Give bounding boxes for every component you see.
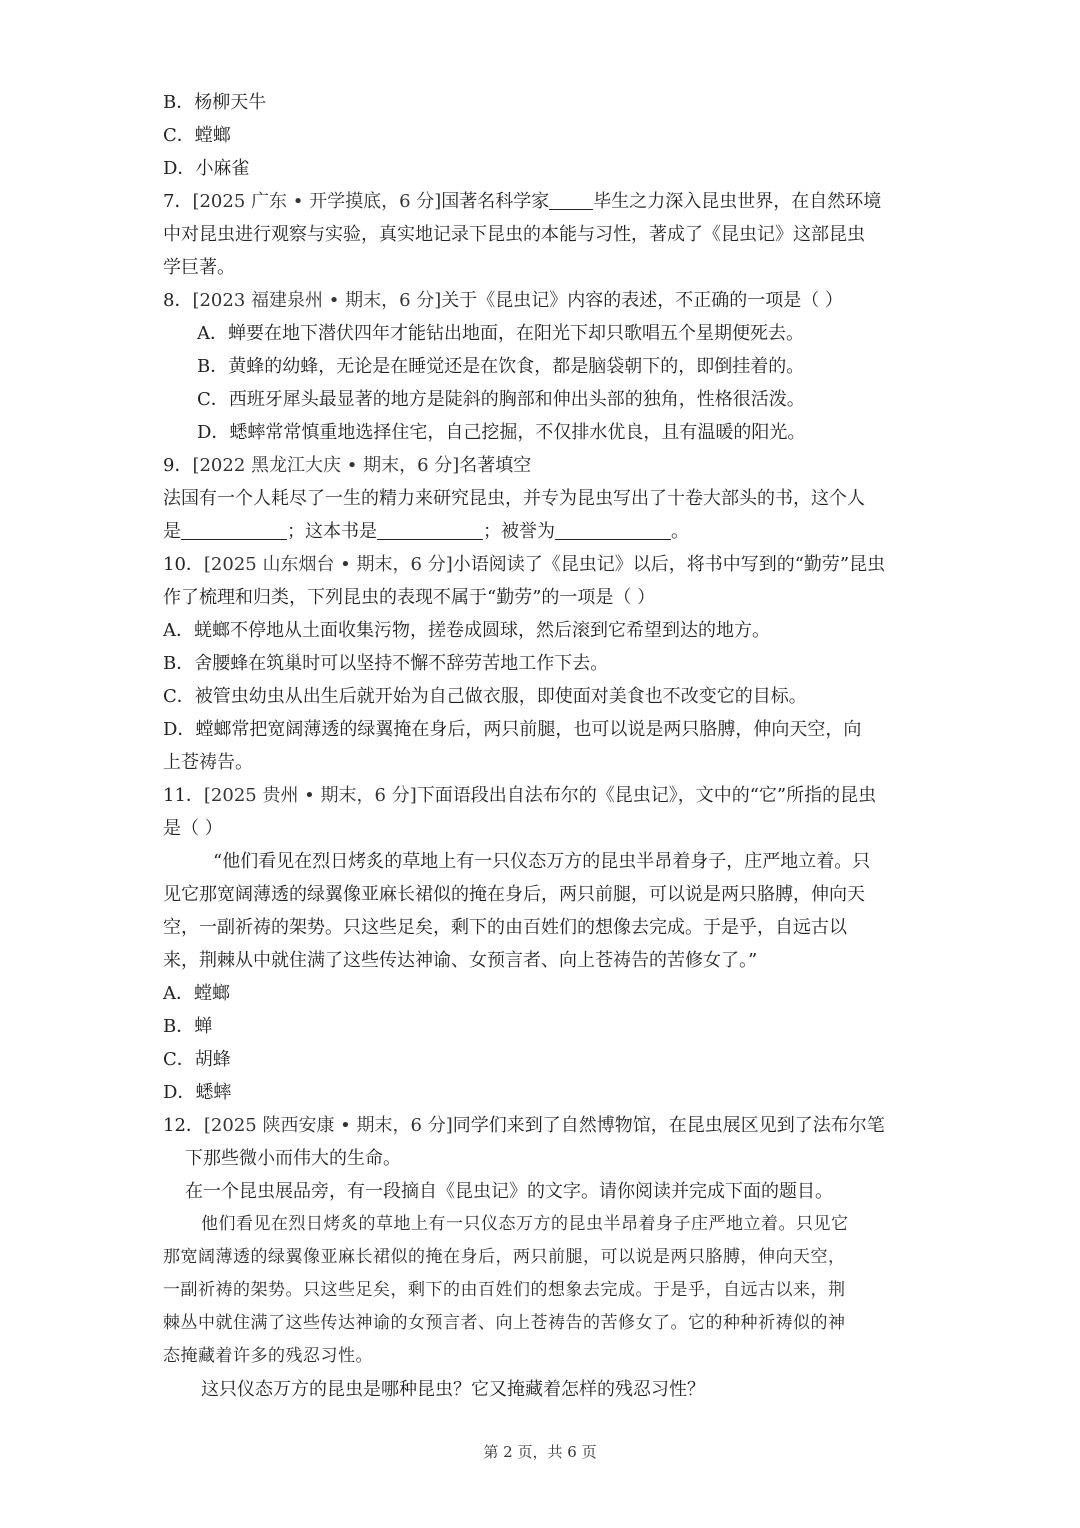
option-c: C．被管虫幼虫从出生后就开始为自己做衣服，即使面对美食也不改变它的目标。	[163, 686, 807, 707]
excerpt-line: 棘丛中就住满了这些传达神谕的女预言者、向上苍祷告的苦修女了。它的种种祈祷似的神	[163, 1313, 846, 1333]
option-a: A．蜣螂不停地从土面收集污物，搓卷成圆球，然后滚到它希望到达的地方。	[163, 620, 770, 641]
question-number: 11．	[163, 785, 204, 806]
question-source: [2023 福建泉州 • 期末，6 分]	[192, 290, 442, 311]
question-number: 8．	[163, 290, 193, 311]
page-content	[163, 86, 911, 1406]
question-11: 11．[2025 贵州 • 期末，6 分]下面语段出自法布尔的《昆虫记》，文中的“它”所指的昆虫 是（ ） “他们看见在烈日烤炙的草地上有一只仪态万方的昆虫半昂着身子，庄严地立着。只 见它那宽阔薄透的绿翼像亚麻长裙似的掩在身后，两只前腿，可以说是两只胳膊，伸向天 空，一副祈祷的架势。只这些足矣，剩下的由百姓们的想像去完成。于是乎，自远古以 来，荆棘从中就住满了这些传达神谕、女预言者、向上苍祷告的苦修女了。” A．螳螂 B．蝉 C．胡蜂 D．蟋蟀	[163, 779, 911, 1109]
option-c: C．西班牙犀头最显著的地方是陡斜的胸部和伸出头部的独角，性格很活泼。	[197, 389, 805, 410]
excerpt-line: 那宽阔薄透的绿翼像亚麻长裙似的掩在身后，两只前腿，可以说是两只胳膊，伸向天空，	[163, 1247, 846, 1267]
quote-line: “他们看见在烈日烤炙的草地上有一只仪态万方的昆虫半昂着身子，庄严地立着。只	[213, 851, 871, 872]
option-b: B．黄蜂的幼蜂，无论是在睡觉还是在饮食，都是脑袋朝下的，即倒挂着的。	[197, 356, 805, 377]
question-source: [2025 广东 • 开学摸底，6 分]	[192, 191, 442, 212]
option-b: B．杨柳天牛	[163, 92, 267, 113]
question-source: [2025 贵州 • 期末，6 分]	[203, 785, 417, 806]
question-number: 7．	[163, 191, 193, 212]
quote-line: 见它那宽阔薄透的绿翼像亚麻长裙似的掩在身后，两只前腿，可以说是两只胳膊，伸向天	[163, 884, 865, 905]
question-7: 7．[2025 广东 • 开学摸底，6 分]国著名科学家 毕生之力深入昆虫世界，在自然环境 中对昆虫进行观察与实验，真实地记录下昆虫的本能与习性，著成了《昆虫记》这部昆虫 学巨著。	[163, 191, 882, 278]
question-source: [2022 黑龙江大庆 • 期末，6 分]	[192, 455, 460, 476]
question-number: 9．	[163, 455, 193, 476]
question-stem: 关于《昆虫记》内容的表述，不正确的一项是（ ）	[441, 290, 843, 311]
quote-line: 来，荆棘从中就住满了这些传达神谕、女预言者、向上苍祷告的苦修女了。”	[163, 950, 758, 971]
answer-blank-author[interactable]	[181, 519, 287, 540]
option-d: D．蟋蟀	[163, 1082, 232, 1103]
option-d: D．螳螂常把宽阔薄透的绿翼掩在身后，两只前腿，也可以说是两只胳膊，伸向天空，向	[163, 719, 862, 740]
question-number: 12．	[163, 1115, 204, 1136]
answer-blank-book[interactable]	[377, 519, 483, 540]
quote-line: 空，一副祈祷的架势。只这些足矣，剩下的由百姓们的想像去完成。于是乎，自远古以	[163, 917, 847, 938]
question-source: [2025 陕西安康 • 期末，6 分]	[203, 1115, 453, 1136]
question-stem: 名著填空	[459, 455, 532, 476]
option-d: D．蟋蟀常常慎重地选择住宅，自己挖掘，不仅排水优良，且有温暖的阳光。	[197, 422, 806, 443]
option-c: C．螳螂	[163, 125, 231, 146]
excerpt-line: 他们看见在烈日烤炙的草地上有一只仪态万方的昆虫半昂着身子庄严地立着。只见它	[201, 1214, 849, 1234]
option-a: A．螳螂	[163, 983, 230, 1004]
intro-text: 在一个昆虫展品旁，有一段摘自《昆虫记》的文字。请你阅读并完成下面的题目。	[185, 1181, 833, 1202]
sub-question: 这只仪态万方的昆虫是哪种昆虫？它又掩藏着怎样的残忍习性？	[201, 1379, 705, 1400]
answer-blank[interactable]	[549, 189, 593, 210]
option-a: A．蝉要在地下潜伏四年才能钻出地面，在阳光下却只歌唱五个星期便死去。	[197, 323, 804, 344]
question-stem: 下面语段出自法布尔的《昆虫记》，文中的“它”所指的昆虫	[416, 785, 877, 806]
option-c: C．胡蜂	[163, 1049, 231, 1070]
page-footer: 第 2 页，共 6 页	[483, 1443, 597, 1461]
question-number: 10．	[163, 554, 204, 575]
question-12: 12．[2025 陕西安康 • 期末，6 分]同学们来到了自然博物馆，在昆虫展区见到了法布尔笔 下那些微小而伟大的生命。 在一个昆虫展品旁，有一段摘自《昆虫记》的文字。请你阅读并完成下面的题目。 他们看见在烈日烤炙的草地上有一只仪态万方的昆虫半昂着身子庄严地立着。只见它 那宽阔薄透的绿翼像亚麻长裙似的掩在身后，两只前腿，可以说是两只胳膊，伸向天空， 一副祈祷的架势。只这些足矣，剩下的由百姓们的想象去完成。于是乎，自远古以来，荆 棘丛中就住满了这些传达神谕的女预言者、向上苍祷告的苦修女了。它的种种祈祷似的神 态掩藏着许多的残忍习性。 这只仪态万方的昆虫是哪种昆虫？它又掩藏着怎样的残忍习性？	[163, 1109, 911, 1406]
excerpt-line: 一副祈祷的架势。只这些足矣，剩下的由百姓们的想象去完成。于是乎，自远古以来，荆	[163, 1280, 846, 1300]
question-stem: 小语阅读了《昆虫记》以后，将书中写到的“勤劳”昆虫	[452, 554, 886, 575]
question-9: 9．[2022 黑龙江大庆 • 期末，6 分]名著填空 法国有一个人耗尽了一生的精力来研究昆虫，并专为昆虫写出了十卷大部头的书，这个人 是 ；这本书是 ；被誉为 。	[163, 455, 865, 542]
excerpt-line: 态掩藏着许多的残忍习性。	[163, 1346, 373, 1366]
option-b: B．蝉	[163, 1016, 213, 1037]
answer-blank-title[interactable]	[555, 519, 671, 540]
question-10: 10．[2025 山东烟台 • 期末，6 分]小语阅读了《昆虫记》以后，将书中写到的“勤劳”昆虫 作了梳理和归类，下列昆虫的表现不属于“勤劳”的一项是（ ） A．蜣螂不停地从土面收集污物，搓卷成圆球，然后滚到它希望到达的地方。 B．舍腰蜂在筑巢时可以坚持不懈不辞劳苦地工作下去。 C．被管虫幼虫从出生后就开始为自己做衣服，即使面对美食也不改变它的目标。 D．螳螂常把宽阔薄透的绿翼掩在身后，两只前腿，也可以说是两只胳膊，伸向天空，向 上苍祷告。	[163, 548, 911, 779]
question-source: [2025 山东烟台 • 期末，6 分]	[203, 554, 453, 575]
option-b: B．舍腰蜂在筑巢时可以坚持不懈不辞劳苦地工作下去。	[163, 653, 609, 674]
question-stem: 同学们来到了自然博物馆，在昆虫展区见到了法布尔笔	[452, 1115, 885, 1136]
question-8	[163, 284, 911, 449]
option-d: D．小麻雀	[163, 158, 250, 179]
